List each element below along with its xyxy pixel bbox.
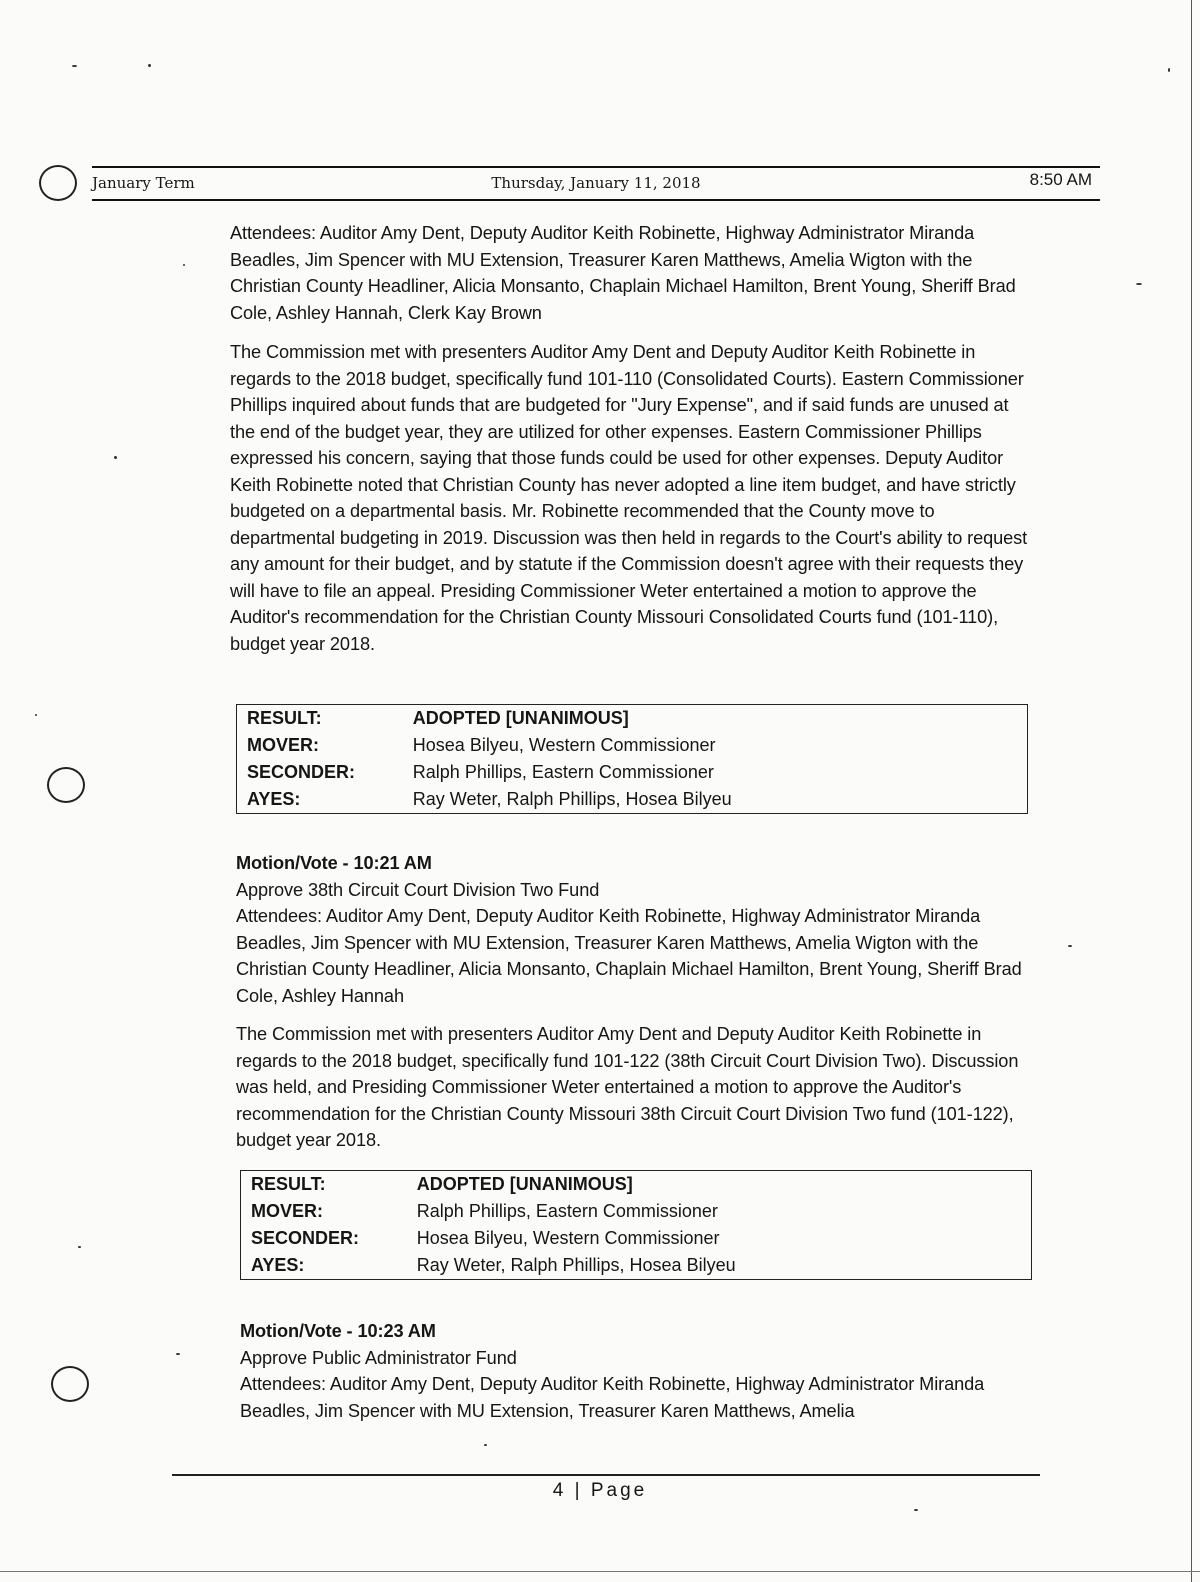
- motion-heading: Motion/Vote - 10:23 AM: [240, 1321, 436, 1341]
- result-row: [241, 1171, 1032, 1199]
- scan-speck: [35, 714, 37, 716]
- seconder-value: Hosea Bilyeu, Western Commissioner: [416, 1228, 720, 1248]
- motion-title: Approve Public Administrator Fund: [240, 1347, 517, 1368]
- result-label: RESULT:: [251, 1174, 326, 1194]
- discussion-paragraph: [236, 1021, 1026, 1154]
- seconder-label: SECONDER:: [251, 1228, 360, 1248]
- term-label: January Term: [92, 174, 195, 192]
- scan-speck: [183, 264, 185, 266]
- mover-value: Ralph Phillips, Eastern Commissioner: [416, 1201, 718, 1221]
- seconder-value: Ralph Phillips, Eastern Commissioner: [412, 762, 714, 782]
- result-value: ADOPTED [UNANIMOUS]: [412, 708, 629, 728]
- attendees-text: Attendees: Auditor Amy Dent, Deputy Auditor Keith Robinette, Highway Administrator Miranda Beadles, Jim Spencer with MU Extension, Treasurer Karen Matthews, Amelia: [240, 1374, 985, 1421]
- meeting-date: Thursday, January 11, 2018: [491, 174, 701, 192]
- scan-speck: [176, 1353, 180, 1355]
- mover-label: MOVER:: [247, 735, 319, 755]
- seconder-row: [241, 1225, 1032, 1252]
- vote-result-table: [240, 1170, 1032, 1280]
- scan-speck: [78, 1246, 81, 1248]
- attendees-text: Attendees: Auditor Amy Dent, Deputy Auditor Keith Robinette, Highway Administrator Miranda Beadles, Jim Spencer with MU Extension, Treasurer Karen Matthews, Amelia Wigton with the Christian County Headliner, Alicia Monsanto, Chaplain Michael Hamilton, Brent Young, Sheriff Brad Cole, Ashley Hannah: [236, 906, 1022, 1006]
- mover-label: MOVER:: [251, 1201, 323, 1221]
- attendees-text: Attendees: Auditor Amy Dent, Deputy Auditor Keith Robinette, Highway Administrator Miranda Beadles, Jim Spencer with MU Extension, Treasurer Karen Matthews, Amelia Wigton with the Christian County Headliner, Alicia Monsanto, Chaplain Michael Hamilton, Brent Young, Sheriff Brad Cole, Ashley Hannah, Clerk Kay Brown: [230, 223, 1016, 323]
- attendees-paragraph: [230, 220, 1030, 326]
- page-header: [92, 166, 1100, 202]
- result-label: RESULT:: [247, 708, 322, 728]
- meeting-time: 8:50 AM: [1029, 170, 1092, 189]
- scan-speck: [1068, 945, 1072, 947]
- page-edge: [1191, 0, 1192, 1582]
- motion-heading: Motion/Vote - 10:21 AM: [236, 853, 432, 873]
- ayes-label: AYES:: [251, 1255, 305, 1275]
- header-rule: [92, 199, 1100, 201]
- ayes-label: AYES:: [247, 789, 301, 809]
- motion-section: [236, 850, 1036, 1009]
- ayes-value: Ray Weter, Ralph Phillips, Hosea Bilyeu: [416, 1255, 736, 1275]
- punch-hole: [47, 767, 85, 803]
- scan-speck: [114, 456, 117, 459]
- page-edge: [0, 1571, 1200, 1572]
- scan-speck: [484, 1444, 487, 1446]
- mover-row: [241, 1198, 1032, 1225]
- footer-rule: [172, 1474, 1040, 1476]
- scan-speck: [1136, 283, 1142, 285]
- ayes-value: Ray Weter, Ralph Phillips, Hosea Bilyeu: [412, 789, 732, 809]
- punch-hole: [51, 1366, 89, 1402]
- header-rule: [92, 166, 1100, 168]
- scan-speck: [72, 65, 77, 67]
- punch-hole: [39, 165, 77, 201]
- result-value: ADOPTED [UNANIMOUS]: [416, 1174, 633, 1194]
- vote-result-table: [236, 704, 1028, 814]
- discussion-paragraph: [230, 339, 1030, 657]
- mover-value: Hosea Bilyeu, Western Commissioner: [412, 735, 716, 755]
- discussion-text: The Commission met with presenters Auditor Amy Dent and Deputy Auditor Keith Robinette in regards to the 2018 budget, specifically fund 101-122 (38th Circuit Court Division Two). Discussion was held, and Presiding Commissioner Weter entertained a motion to approve the Auditor's recommendation for the Christian County Missouri 38th Circuit Court Division Two fund (101-122), budget year 2018.: [236, 1024, 1019, 1150]
- discussion-text: The Commission met with presenters Auditor Amy Dent and Deputy Auditor Keith Robinette in regards to the 2018 budget, specifically fund 101-110 (Consolidated Courts). Eastern Commissioner Phillips inquired about funds that are budgeted for "Jury Expense", and if said funds are unused at the end of the budget year, they are utilized for other expenses. Eastern Commissioner Phillips expressed his concern, saying that those funds could be used for other expenses. Deputy Auditor Keith Robinette noted that Christian County has never adopted a line item budget, and have strictly budgeted on a departmental basis. Mr. Robinette recommended that the County move to departmental budgeting in 2019. Discussion was then held in regards to the Court's ability to request any amount for their budget, and by statute if the Commission doesn't agree with their requests they will have to file an appeal. Presiding Commissioner Weter entertained a motion to approve the Auditor's recommendation for the Christian County Missouri Consolidated Courts fund (101-110), budget year 2018.: [230, 342, 1028, 654]
- ayes-row: [237, 786, 1028, 814]
- seconder-row: [237, 759, 1028, 786]
- mover-row: [237, 732, 1028, 759]
- ayes-row: [241, 1252, 1032, 1280]
- scan-speck: [1168, 68, 1170, 72]
- seconder-label: SECONDER:: [247, 762, 356, 782]
- motion-section: [240, 1318, 1030, 1424]
- motion-title: Approve 38th Circuit Court Division Two Fund: [236, 879, 600, 900]
- result-row: [237, 705, 1028, 733]
- scan-speck: [914, 1509, 918, 1511]
- page-number: 4 | Page: [552, 1480, 648, 1501]
- scan-speck: [148, 64, 151, 67]
